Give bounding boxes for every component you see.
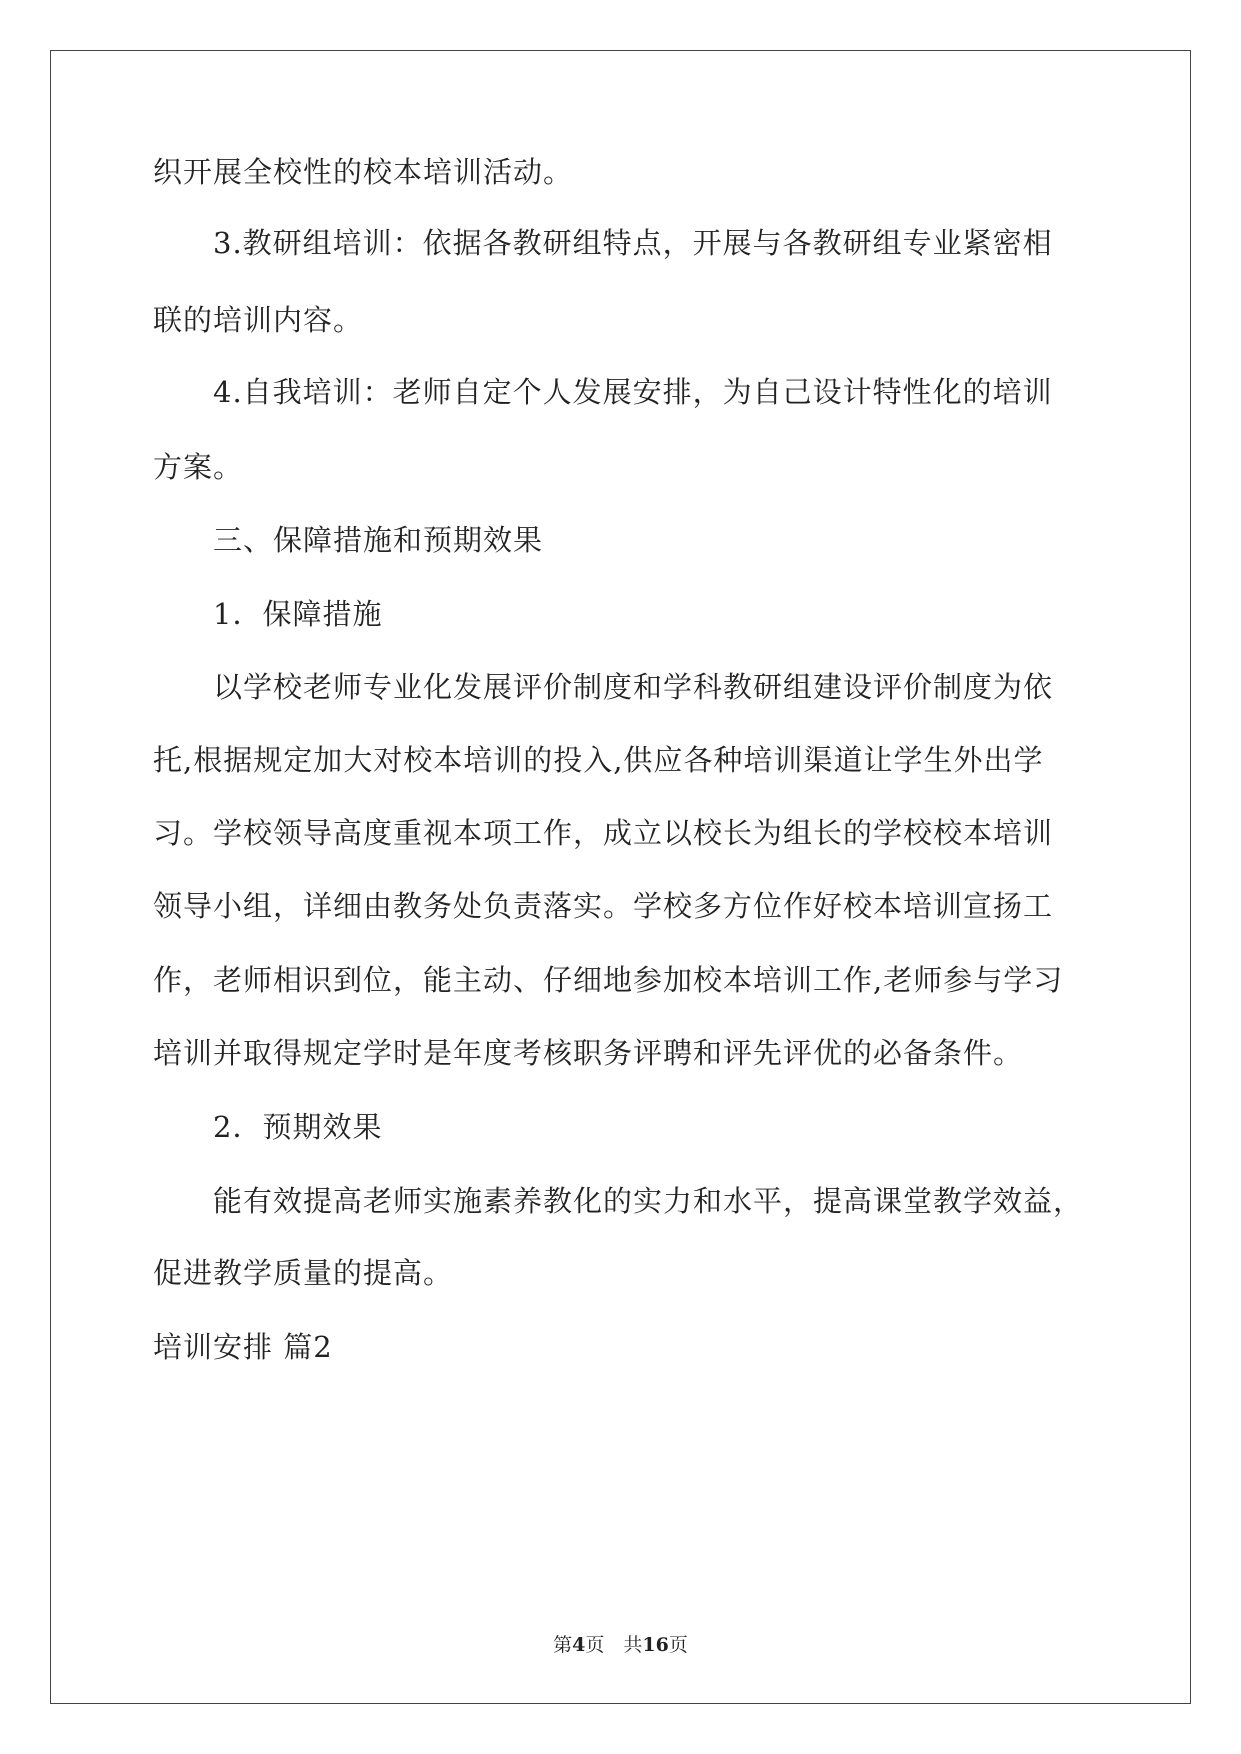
text-line: 3.教研组培训：依据各教研组特点，开展与各教研组专业紧密相: [213, 226, 1053, 260]
subsection-heading: 1．保障措施: [213, 597, 383, 631]
text-line: 方案。: [153, 450, 244, 484]
page-border: [50, 50, 1191, 1704]
text-line: 以学校老师专业化发展评价制度和学科教研组建设评价制度为依: [213, 670, 1054, 704]
footer-page-number: 4: [572, 1634, 586, 1656]
subsection-heading: 2．预期效果: [213, 1110, 383, 1144]
footer-middle: 页 共: [585, 1634, 643, 1656]
footer-prefix: 第: [553, 1634, 573, 1656]
text-line: 习。学校领导高度重视本项工作，成立以校长为组长的学校校本培训: [153, 816, 1054, 850]
text-line: 作，老师相识到位，能主动、仔细地参加校本培训工作,老师参与学习: [153, 963, 1064, 997]
text-line: 能有效提高老师实施素养教化的实力和水平，提高课堂教学效益，: [213, 1184, 1084, 1218]
text-line: 培训并取得规定学时是年度考核职务评聘和评先评优的必备条件。: [153, 1036, 1024, 1070]
text-line: 4.自我培训：老师自定个人发展安排，为自己设计特性化的培训: [213, 375, 1053, 409]
article-heading: 培训安排 篇2: [153, 1330, 333, 1364]
footer-suffix: 页: [668, 1634, 688, 1656]
text-line: 联的培训内容。: [153, 303, 364, 337]
text-line: 领导小组，详细由教务处负责落实。学校多方位作好校本培训宣扬工: [153, 889, 1054, 923]
footer-total-pages: 16: [642, 1634, 669, 1656]
text-line: 促进教学质量的提高。: [153, 1256, 454, 1290]
section-heading: 三、保障措施和预期效果: [213, 523, 544, 557]
text-line: 织开展全校性的校本培训活动。: [153, 155, 574, 189]
page-footer: [0, 1630, 1241, 1657]
text-line: 托,根据规定加大对校本培训的投入,供应各种培训渠道让学生外出学: [153, 743, 1044, 777]
